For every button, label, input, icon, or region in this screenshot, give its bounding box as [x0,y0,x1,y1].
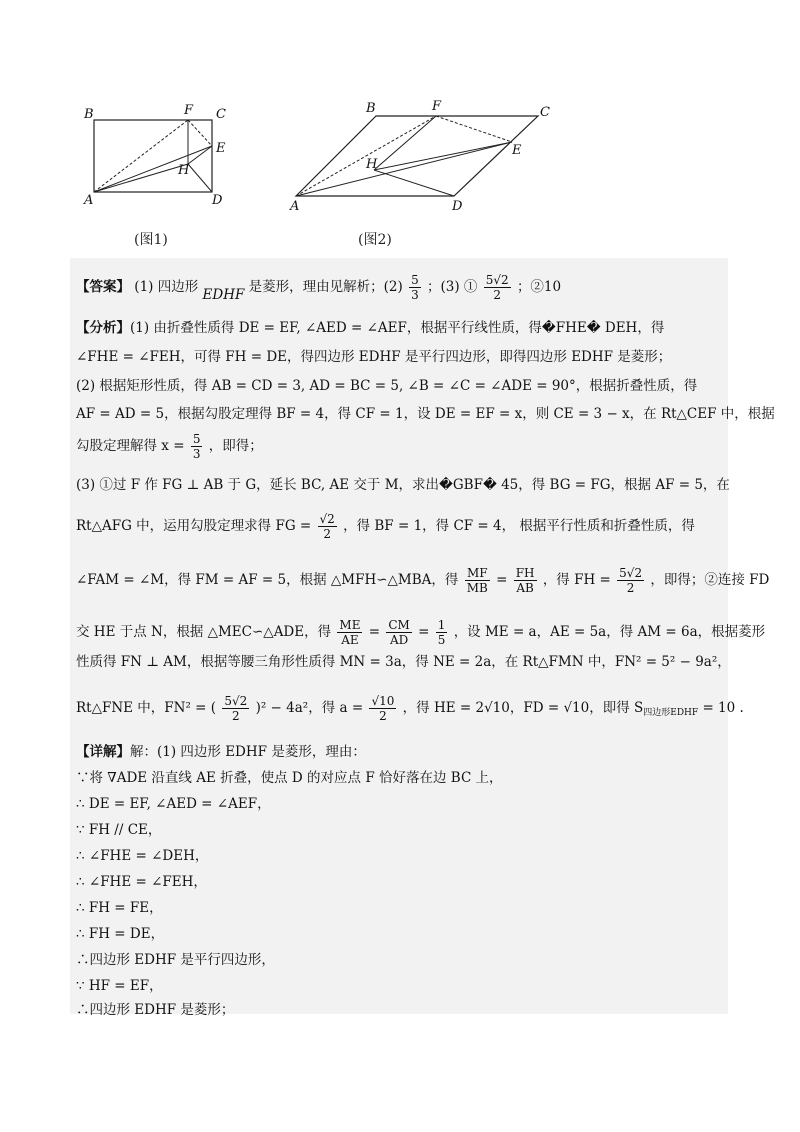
answer-part3: ；(3) ① [427,279,478,295]
figure-2 [282,96,562,216]
fig1-label-e: E [216,141,226,156]
analysis-line-10: 性质得 FN ⊥ AM，根据等腰三角形性质得 MN = 3a，得 NE = 2a，在 Rt△FMN 中，FN² = 5² − 9a²， [76,654,731,670]
analysis-fraction-cm-ad [386,618,411,647]
analysis-line-3: (2) 根据矩形性质，得 AB = CD = 3, AD = BC = 5, ∠B = ∠C = ∠ADE = 90°，根据折叠性质，得 [76,378,698,394]
analysis-equals-8: = [496,572,508,588]
analysis-text-8c: ，即得；②连接 FD [650,572,770,588]
answer-line [76,273,561,305]
analysis-fraction-fh: FH [515,566,535,580]
analysis-line-8 [76,566,769,595]
analysis-fraction-mf: MF [465,566,490,581]
detail-line-2: ∴ DE = EF, ∠AED = ∠AEF， [76,796,271,812]
analysis-text-1: (1) 由折叠性质得 DE = EF, ∠AED = ∠AEF，根据平行线性质，得�FHE� DEH，得 [130,320,665,336]
analysis-fraction-fh-value-num: 5√2 [619,566,643,580]
analysis-fraction-a-value-den: 2 [379,709,387,723]
analysis-fraction-me-ae [337,618,362,647]
detail-line-9: ∵ HF = EF， [76,978,163,994]
analysis-line-11 [76,694,744,723]
detail-line-7: ∴ FH = DE， [76,926,165,942]
answer-part2-numerator: 5 [411,273,419,287]
answer-part3-denominator: 2 [493,288,501,302]
answer-part2-fraction [409,273,421,302]
fig2-label-c: C [540,105,550,120]
figure-2-caption: (图2) [358,232,392,248]
analysis-fraction-one-fifth-num: 1 [437,618,446,632]
analysis-text-7b: ，得 BF = 1，得 CF = 4， 根据平行性质和折叠性质，得 [343,518,695,534]
analysis-line-4: AF = AD = 5，根据勾股定理得 BF = 4，得 CF = 1，设 DE = EF = x，则 CE = 3 − x，在 Rt△CEF 中，根据 [76,406,775,422]
analysis-area-subscript: 四边形EDHF [643,708,699,718]
fig2-label-d: D [452,199,463,214]
analysis-fraction-a-value-num: √10 [371,694,395,708]
fig1-label-b: B [84,107,94,122]
detail-line-3: ∵ FH // CE， [76,822,162,838]
analysis-text-11b: )² − 4a²，得 a = [255,700,364,716]
analysis-fraction-fh-ab [514,566,537,595]
analysis-text-11c: ，得 HE = 2√10，FD = √10，即得 S [402,700,644,716]
detail-line-6: ∴ FH = FE， [76,900,163,916]
analysis-fraction-fg-den: 2 [323,527,331,541]
fig2-label-e: E [512,143,522,158]
analysis-fraction-ab: AB [516,581,534,595]
fig1-label-a: A [84,193,94,208]
analysis-text-11d: = 10 . [698,700,744,716]
figure-1-caption: (图1) [134,232,168,248]
fig2-label-h: H [366,157,378,172]
analysis-fraction-x-num: 5 [192,432,201,446]
fig2-label-a: A [290,199,300,214]
analysis-fraction-11-1-den: 2 [232,709,240,723]
analysis-fraction-mb: MB [466,581,488,595]
analysis-fraction-fh-value-den: 2 [626,581,635,595]
analysis-text-7a: Rt△AFG 中，运用勾股定理求得 FG = [76,518,312,534]
detail-line-8: ∴四边形 EDHF 是平行四边形， [76,952,275,968]
analysis-fraction-11-1 [222,694,249,723]
fig1-label-f: F [184,103,194,118]
analysis-fraction-fg-num: √2 [319,512,335,526]
answer-part3-fraction [484,273,511,302]
analysis-text-9b: ，设 ME = a，AE = 5a，得 AM = 6a，根据菱形 [453,624,766,640]
detail-line-1: ∵将 ∇ADE 沿直线 AE 折叠，使点 D 的对应点 F 恰好落在边 BC 上， [76,770,503,786]
detail-intro [76,742,366,762]
answer-part3-numerator: 5√2 [485,273,509,287]
figure-1 [80,100,240,210]
answer-part3-rest: ；②10 [516,279,562,295]
analysis-text-9a: 交 HE 于点 N，根据 △MEC∽△ADE，得 [76,624,332,640]
analysis-fraction-one-fifth [436,618,448,647]
analysis-fraction-ad: AD [389,633,409,647]
analysis-fraction-x-den: 3 [192,447,201,461]
answer-part2-denominator: 3 [411,288,419,302]
fig1-label-h: H [178,163,190,178]
analysis-fraction-ae: AE [341,633,359,647]
analysis-line-5 [76,432,263,461]
analysis-line-2: ∠FHE = ∠FEH，可得 FH = DE，得四边形 EDHF 是平行四边形，即得四边形 EDHF 是菱形； [76,349,672,365]
analysis-fraction-fh-value [617,566,644,595]
analysis-text-5a: 勾股定理解得 x = [76,438,185,454]
fig2-label-f: F [432,99,442,114]
fig1-label-c: C [216,107,226,122]
answer-quad-name: EDHF [202,287,245,303]
analysis-fraction-cm: CM [388,618,410,632]
analysis-fraction-me: ME [339,618,361,632]
analysis-text-5b: ，即得； [208,438,263,454]
analysis-line-1 [76,318,664,338]
analysis-label: 【分析】 [76,320,130,336]
fig2-label-b: B [366,101,376,116]
analysis-fraction-11-1-num: 5√2 [224,694,248,708]
analysis-line-7 [76,512,695,541]
detail-line-10: ∴四边形 EDHF 是菱形； [76,1002,235,1018]
analysis-fraction-x [191,432,203,461]
answer-part1-rest: 是菱形，理由见解析；(2) [248,279,403,295]
analysis-text-11a: Rt△FNE 中，FN² = ( [76,700,217,716]
analysis-line-6: (3) ①过 F 作 FG ⊥ AB 于 G，延长 BC, AE 交于 M，求出�GBF� 45，得 BG = FG，根据 AF = 5，在 [76,477,730,493]
answer-part1: (1) 四边形 [134,279,199,295]
detail-line-4: ∴ ∠FHE = ∠DEH， [76,848,209,864]
analysis-fraction-a-value [369,694,396,723]
detail-line-5: ∴ ∠FHE = ∠FEH， [76,874,207,890]
analysis-fraction-one-fifth-den: 5 [437,633,446,647]
figure-1-diagram [80,100,240,210]
fig1-label-d: D [212,193,223,208]
analysis-line-9: 交 HE 于点 N，根据 △MEC∽△ADE，得 $\frac{ME}{AE}$ = $\frac{CM}{AD}$ = $\frac{1}{5}$ ，设 ME = a，AE = 5a，得 AM = 6a，根据菱形 [76,618,766,647]
analysis-text-8a: ∠FAM = ∠M，得 FM = AF = 5，根据 △MFH∽△MBA，得 [76,572,459,588]
detail-label: 【详解】 [76,744,130,760]
analysis-fraction-mf-mb [465,566,490,595]
detail-intro-text: 解：(1) 四边形 EDHF 是菱形，理由： [130,744,366,760]
analysis-text-8b: ，得 FH = [542,572,611,588]
figure-2-diagram [282,96,562,216]
answer-label: 【答案】 [76,279,130,295]
analysis-fraction-fg [318,512,337,541]
